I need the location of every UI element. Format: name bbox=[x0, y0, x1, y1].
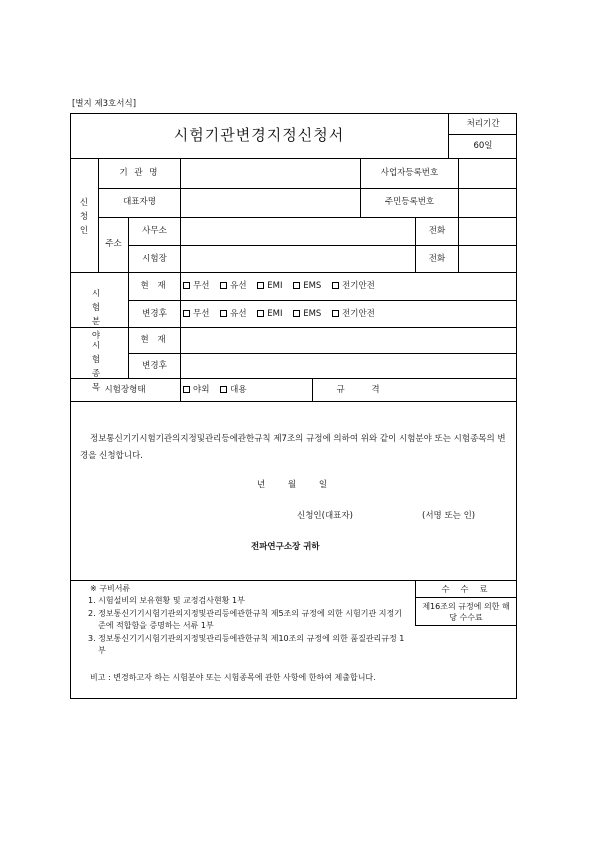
checkbox[interactable] bbox=[257, 282, 264, 289]
test-field-label: 시험분야 bbox=[91, 289, 107, 341]
test-items-label: 시험종목 bbox=[91, 341, 107, 393]
checkbox[interactable] bbox=[293, 310, 300, 317]
lab-phone-field[interactable] bbox=[459, 246, 517, 272]
docs-list bbox=[88, 595, 408, 658]
resident-no-label: 주민등록번호 bbox=[384, 197, 435, 207]
option-electrical-safety[interactable]: 전기안전 bbox=[332, 282, 375, 291]
rep-name-field[interactable] bbox=[181, 189, 360, 217]
applicant-label: 신청인 bbox=[79, 198, 89, 236]
applicant-signature-label: 신청인(대표자) bbox=[297, 511, 353, 521]
test-items-current-label: 현 재 bbox=[140, 335, 169, 345]
checkbox[interactable] bbox=[183, 282, 190, 289]
resident-no-field[interactable] bbox=[459, 189, 517, 217]
checkbox[interactable] bbox=[220, 310, 227, 317]
option-wireless[interactable]: 무선 bbox=[183, 282, 209, 291]
office-phone-label: 전화 bbox=[428, 226, 446, 236]
option-wired[interactable]: 유선 bbox=[220, 310, 246, 319]
org-name-field[interactable] bbox=[181, 159, 360, 188]
test-field-current-options bbox=[183, 282, 383, 291]
option-ems[interactable]: EMS bbox=[293, 310, 321, 319]
test-items-current-field[interactable] bbox=[181, 328, 517, 353]
spec-label: 규 격 bbox=[336, 385, 392, 395]
form-label: [별지 제3호서식] bbox=[72, 99, 137, 109]
biz-reg-label: 사업자등록번호 bbox=[380, 168, 439, 178]
option-outdoor[interactable]: 야외 bbox=[183, 386, 209, 395]
processing-value: 60일 bbox=[473, 141, 493, 151]
date-line: 년 월 일 bbox=[257, 480, 328, 490]
lab-type-options bbox=[183, 386, 255, 395]
fee-text: 제16조의 규정에 의한 해당 수수료 bbox=[422, 602, 510, 622]
docs-note: 비고 : 변경하고자 하는 시험분야 또는 시험종목에 관한 사항에 한하여 제출합니다. bbox=[90, 673, 376, 682]
checkbox[interactable] bbox=[220, 282, 227, 289]
org-name-label: 기 관 명 bbox=[119, 168, 160, 178]
test-items-after-label: 변경후 bbox=[142, 361, 167, 371]
spec-field[interactable] bbox=[416, 379, 517, 401]
docs-item: 3. 정보통신기기시험기관의지정및관리등에관한규칙 제10조의 규정에 의한 품질관리규정 1부 bbox=[88, 633, 405, 655]
office-phone-field[interactable] bbox=[459, 218, 517, 245]
office-address-field[interactable] bbox=[181, 218, 415, 245]
test-items-after-field[interactable] bbox=[181, 354, 517, 378]
processing-label: 처리기간 bbox=[466, 119, 500, 129]
address-label: 주소 bbox=[105, 239, 122, 249]
option-emi[interactable]: EMI bbox=[257, 310, 282, 319]
checkbox[interactable] bbox=[293, 282, 300, 289]
option-electrical-safety[interactable]: 전기안전 bbox=[332, 310, 375, 319]
addressee: 전파연구소장 귀하 bbox=[251, 542, 320, 552]
page-title: 시험기관변경지정신청서 bbox=[173, 126, 345, 144]
option-substitute[interactable]: 대용 bbox=[220, 386, 246, 395]
lab-type-label: 시험장형태 bbox=[104, 385, 146, 395]
checkbox[interactable] bbox=[332, 282, 339, 289]
checkbox[interactable] bbox=[220, 386, 227, 393]
checkbox[interactable] bbox=[257, 310, 264, 317]
option-emi[interactable]: EMI bbox=[257, 282, 282, 291]
test-field-current-label: 현 재 bbox=[140, 281, 169, 291]
fee-label: 수 수 료 bbox=[441, 585, 492, 595]
option-wireless[interactable]: 무선 bbox=[183, 310, 209, 319]
test-field-after-label: 변경후 bbox=[142, 309, 167, 319]
statement-text: 정보통신기기시험기관의지정및관리등에관한규칙 제7조의 규정에 의하여 위와 같이 시험분야 또는 시험종목의 변경을 신청합니다. bbox=[80, 434, 506, 461]
test-field-after-options bbox=[183, 310, 383, 319]
option-wired[interactable]: 유선 bbox=[220, 282, 246, 291]
checkbox[interactable] bbox=[183, 310, 190, 317]
lab-label: 시험장 bbox=[142, 254, 167, 264]
docs-item: 1. 시험설비의 보유현황 및 교정검사현황 1부 bbox=[88, 596, 245, 605]
docs-header: ※ 구비서류 bbox=[90, 584, 131, 593]
rep-name-label: 대표자명 bbox=[123, 197, 156, 207]
office-label: 사무소 bbox=[142, 226, 167, 236]
checkbox[interactable] bbox=[183, 386, 190, 393]
biz-reg-field[interactable] bbox=[459, 159, 517, 188]
signature-note: (서명 또는 인) bbox=[422, 511, 476, 521]
option-ems[interactable]: EMS bbox=[293, 282, 321, 291]
lab-phone-label: 전화 bbox=[428, 254, 446, 264]
docs-item: 2. 정보통신기기시험기관의지정및관리등에관한규칙 제5조의 규정에 의한 시험기관 지정기준에 적합함을 증명하는 서류 1부 bbox=[88, 608, 402, 630]
lab-address-field[interactable] bbox=[181, 246, 415, 272]
checkbox[interactable] bbox=[332, 310, 339, 317]
